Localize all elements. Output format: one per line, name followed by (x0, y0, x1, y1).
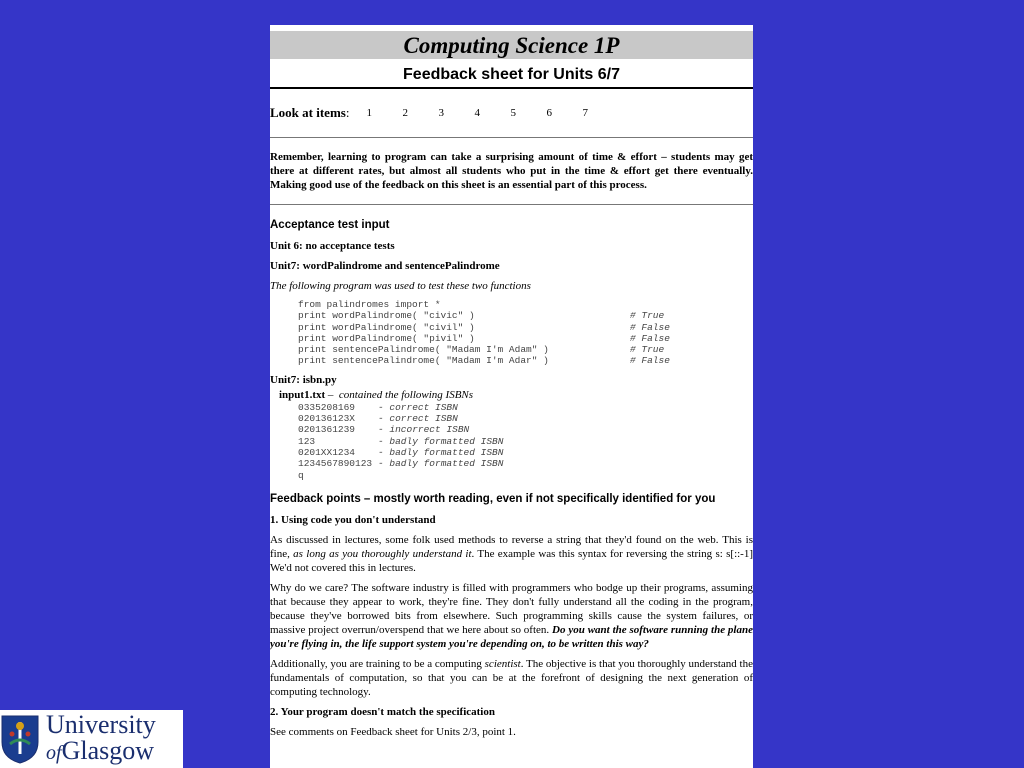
code-comment: # False (630, 332, 670, 344)
isbn-row (298, 413, 753, 424)
crest-icon (0, 714, 40, 764)
wordmark-of: of (46, 742, 62, 764)
code-line (298, 333, 753, 344)
code-line (298, 310, 753, 321)
unit7-palindrome-title: Unit7: wordPalindrome and sentencePalindrome (270, 260, 500, 272)
isbn-list (298, 402, 753, 481)
wordmark-glasgow: Glasgow (61, 736, 154, 765)
item-number: 1 (366, 107, 372, 119)
why-care-body (270, 581, 753, 651)
university-logo (0, 710, 183, 768)
course-title: Computing Science 1P (270, 31, 753, 59)
wordmark-line1: University (46, 710, 156, 739)
point1-body (270, 533, 753, 575)
isbn-value: 0201XX1234 (298, 446, 356, 458)
point1-title: 1. Using code you don't understand (270, 513, 436, 526)
isbn-file-note: contained the following ISBNs (338, 388, 474, 401)
code-comment: # False (630, 355, 670, 367)
item-number: 4 (474, 107, 480, 119)
additionally-text-b: scientist (484, 657, 521, 670)
isbn-value: 123 (298, 435, 316, 447)
item-number: 5 (510, 107, 516, 119)
code-line (298, 322, 753, 333)
item-number: 2 (402, 107, 408, 119)
additionally-text-c: . The objective is that you thoroughly understand the fundamentals of computation, so that you can be at the forefront of designing the next generation of computing technology. (270, 657, 753, 698)
why-care-text: Why do we care? The software industry is filled with programmers who bodge up their programs, assuming that because they appear to work, they're fine. They don't fully understand all the coding in the program, because they've borrowed bits from elsewhere. Such programming skills cause the system failures, or massive project overrun/overspend that we here about so often. (270, 581, 753, 636)
sheet-subtitle: Feedback sheet for Units 6/7 (270, 59, 753, 89)
item-number: 3 (438, 107, 444, 119)
point1-text-b: as long as you thoroughly understand it (293, 547, 472, 560)
university-wordmark (46, 712, 156, 766)
code-line (298, 344, 753, 355)
code-line (298, 355, 753, 366)
why-care-question: Do you want the software running the plane you're flying in, the life support system you're depending on, to be written this way? (270, 623, 753, 650)
isbn-description: - incorrect ISBN (378, 424, 470, 436)
unit6-note: Unit 6: no acceptance tests (270, 240, 395, 252)
look-at-items-colon: : (345, 105, 350, 120)
code-line (298, 299, 753, 310)
test-program-note: The following program was used to test these two functions (270, 280, 531, 292)
item-numbers (366, 107, 618, 119)
isbn-row (298, 402, 753, 413)
code-statement: print sentencePalindrome( "Madam I'm Adam" ) (298, 344, 549, 356)
wordmark-line2 (46, 738, 156, 766)
code-comment: # True (630, 310, 665, 322)
feedback-heading: Feedback points – mostly worth reading, even if not specifically identified for you (270, 492, 716, 505)
isbn-row (298, 424, 753, 435)
look-at-items-row (270, 89, 753, 138)
isbn-description: - correct ISBN (378, 401, 458, 413)
point2-title: 2. Your program doesn't match the specification (270, 705, 495, 718)
isbn-value: 020136123X (298, 413, 356, 425)
isbn-value: 0201361239 (298, 424, 356, 436)
additionally-text-a: Additionally, you are training to be a computing (270, 657, 485, 670)
isbn-file-name: input1.txt (279, 388, 326, 401)
isbn-row (298, 470, 753, 481)
acceptance-heading: Acceptance test input (270, 219, 390, 231)
isbn-description: - correct ISBN (378, 413, 458, 425)
isbn-row (298, 447, 753, 458)
code-statement: print wordPalindrome( "pivil" ) (298, 332, 475, 344)
isbn-value: 1234567890123 (298, 458, 373, 470)
isbn-row (298, 436, 753, 447)
point1-text-a: As discussed in lectures, some folk used methods to reverse a string that they'd found on the web. This is fine, (270, 533, 753, 560)
isbn-description: - badly formatted ISBN (378, 458, 504, 470)
code-statement: print sentencePalindrome( "Madam I'm Adar" ) (298, 355, 549, 367)
point2-body: See comments on Feedback sheet for Units 2/3, point 1. (270, 725, 516, 738)
isbn-description: - badly formatted ISBN (378, 435, 504, 447)
isbn-file-line: input1.txt – contained the following ISBNs (279, 388, 474, 401)
code-comment: # False (630, 321, 670, 333)
code-statement: print wordPalindrome( "civil" ) (298, 321, 475, 333)
code-statement: from palindromes import * (298, 299, 441, 310)
code-statement: print wordPalindrome( "civic" ) (298, 310, 475, 322)
item-number: 7 (582, 107, 588, 119)
isbn-description: - badly formatted ISBN (378, 446, 504, 458)
item-number: 6 (546, 107, 552, 119)
feedback-sheet (270, 25, 753, 768)
isbn-value: q (298, 469, 304, 481)
isbn-value: 0335208169 (298, 401, 356, 413)
test-program-code (298, 299, 753, 367)
isbn-title: Unit7: isbn.py (270, 373, 337, 386)
look-at-items-label: Look at items (270, 105, 346, 120)
additionally-body (270, 657, 753, 699)
code-comment: # True (630, 344, 665, 356)
remember-paragraph: Remember, learning to program can take a surprising amount of time & effort – students may get there at different rates, but almost all students who put in the time & effort get there eventually. Making good use of the feedback on this sheet is an essential part of this process. (270, 138, 753, 205)
isbn-row (298, 458, 753, 469)
point1-text-c: . The example was this syntax for reversing the string s: s[::-1] We'd not covered this in lectures. (270, 547, 753, 574)
